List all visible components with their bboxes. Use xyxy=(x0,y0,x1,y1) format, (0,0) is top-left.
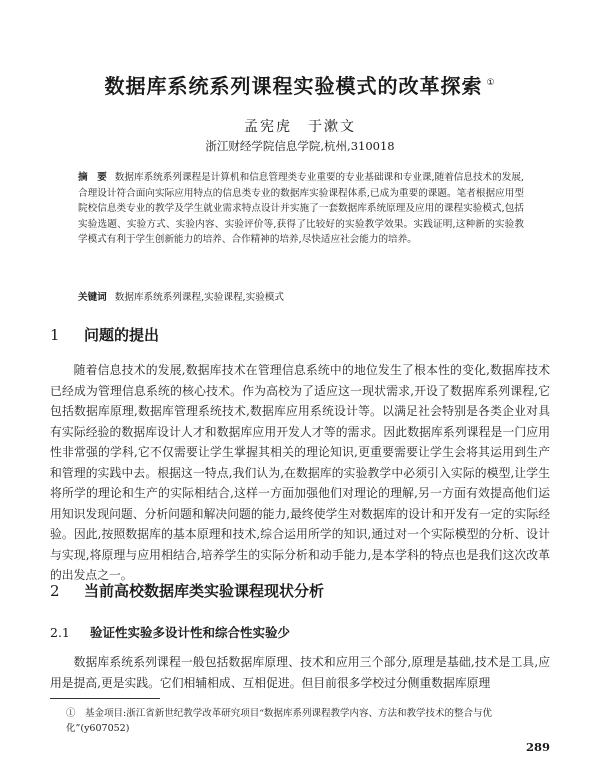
section-1-title: 问题的提出 xyxy=(84,326,160,344)
abstract-label: 摘 要 xyxy=(78,172,107,183)
section-2-heading xyxy=(50,580,324,601)
keywords-text: 数据库系统系列课程,实验课程,实验模式 xyxy=(114,292,284,303)
paper-title xyxy=(0,70,600,99)
section-1-heading xyxy=(50,324,159,345)
footnote-divider xyxy=(50,698,160,699)
title-footnote-marker: ① xyxy=(486,78,496,89)
section-2-number: 2 xyxy=(50,582,60,600)
affiliation: 浙江财经学院信息学院,杭州,310018 xyxy=(205,139,395,153)
title-text: 数据库系统系列课程实验模式的改革探索 xyxy=(104,74,483,98)
section-1-body xyxy=(50,360,550,586)
keywords xyxy=(78,289,524,303)
footnote: ① 基金项目:浙江省新世纪教学改革研究项目“数据库系列课程教学内容、方法和教学技术的整合与优化”(y607052) xyxy=(66,708,493,734)
abstract-text: 数据库系统系列课程是计算机和信息管理类专业重要的专业基础课和专业课,随着信息技术的发展,合理设计符合面向实际应用特点的信息类专业的数据库实验课程体系,已成为重要的课题。笔者根据应用型院校信息类专业的教学及学生就业需求特点设计并实施了一套数据库系统原理及应用的课程实验模式,包括实验选题、实验方式、实验内容、实验评价等,获得了比较好的实验教学效果。实践证明,这种新的实验教学模式有利于学生创新能力的培养、合作精神的培养,尽快适应社会能力的培养。 xyxy=(78,172,524,245)
page-number: 289 xyxy=(525,740,550,754)
section-2-1-title: 验证性实验多设计性和综合性实验少 xyxy=(90,625,291,640)
section-2-title: 当前高校数据库类实验课程现状分析 xyxy=(84,582,325,600)
section-2-1-heading xyxy=(50,623,290,641)
abstract xyxy=(78,170,524,248)
keywords-label: 关键词 xyxy=(78,292,107,303)
section-1-paragraph: 随着信息技术的发展,数据库技术在管理信息系统中的地位发生了根本性的变化,数据库技术已经成为管理信息系统的核心技术。作为高校为了适应这一现状需求,开设了数据库系列课程,它包括数据库原理,数据库管理系统技术,数据库应用系统设计等。以满足社会特别是各类企业对具有实际经验的数据库设计人才和数据库应用开发人才等的需求。因此数据库系列课程是一门应用性非常强的学科,它不仅需要让学生掌握其相关的理论知识,更重要需要让学生会将其运用到生产和管理的实践中去。根据这一特点,我们认为,在数据库的实验教学中必须引入实际的模型,让学生将所学的理论和生产的实际相结合,这样一方面加强他们对理论的理解,另一方面有效提高他们运用知识发现问题、分析问题和解决问题的能力,最终使学生对数据库的设计和开发有一定的实际经验。因此,按照数据库的基本原理和技术,综合运用所学的知识,通过对一个实际模型的分析、设计与实现,将原理与应用相结合,培养学生的实际分析和动手能力,是本学科的特点也是我们这次改革的出发点之一。 xyxy=(50,363,550,582)
section-1-number: 1 xyxy=(50,326,60,344)
authors: 孟宪虎 于漱文 xyxy=(244,119,356,135)
section-2-1-number: 2.1 xyxy=(50,625,70,640)
section-2-1-body xyxy=(50,652,550,693)
section-2-1-paragraph: 数据库系统系列课程一般包括数据库原理、技术和应用三个部分,原理是基础,技术是工具,应用是提高,更是实践。它们相辅相成、互相促进。但目前很多学校过分侧重数据库原理 xyxy=(50,655,550,690)
